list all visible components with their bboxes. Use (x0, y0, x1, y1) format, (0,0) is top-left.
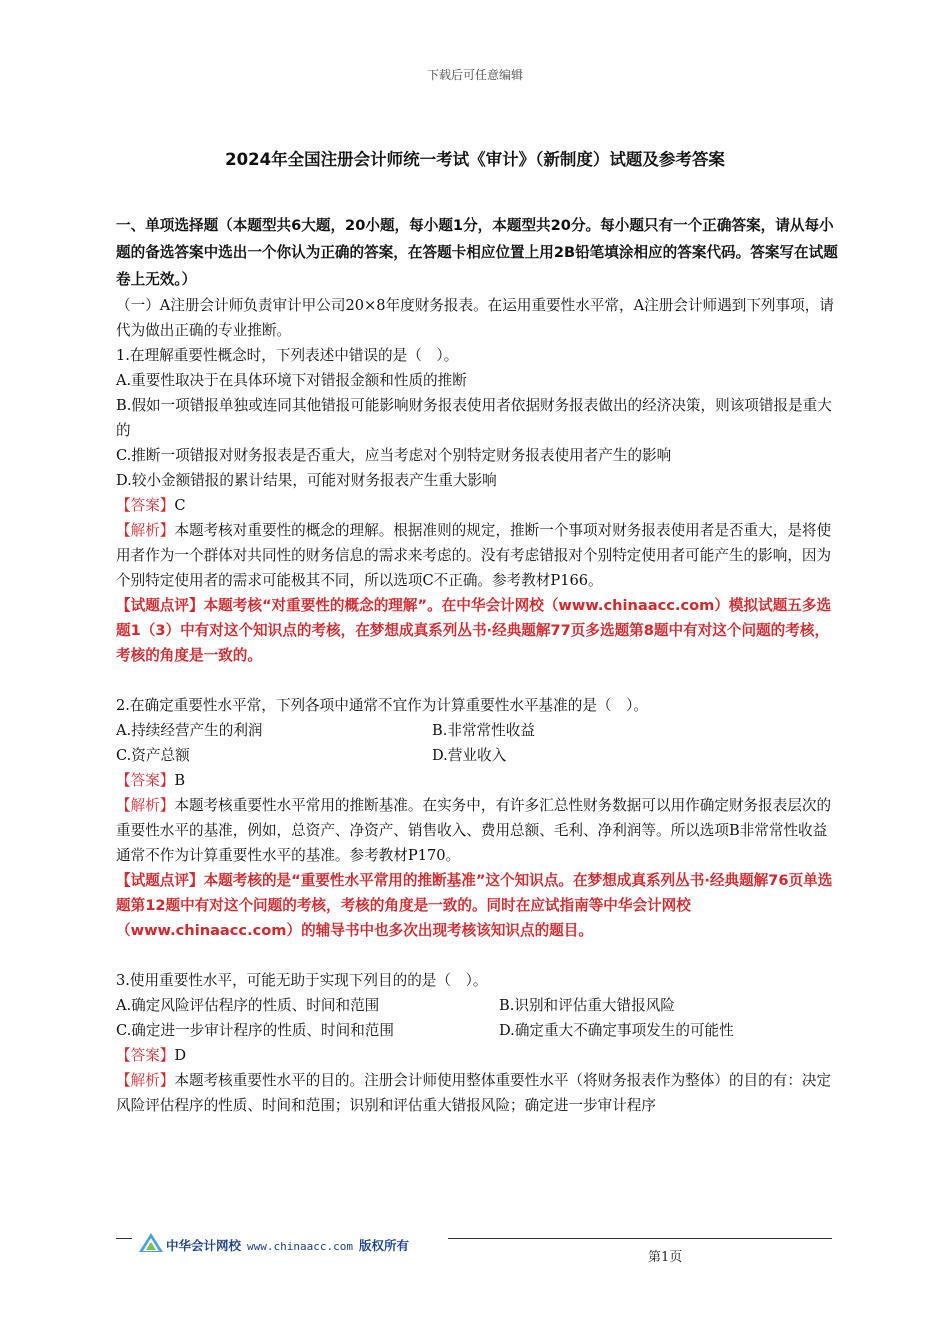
question-stem: 3.使用重要性水平，可能无助于实现下列目的的是（ ）。 (116, 972, 488, 989)
page-title: 2024年全国注册会计师统一考试《审计》（新制度）试题及参考答案 (225, 150, 725, 169)
answer-value: D (174, 1047, 187, 1064)
question-2 (116, 693, 838, 943)
footer-rule-right (448, 1238, 832, 1239)
option-d: D.确定重大不确定事项发生的可能性 (499, 1022, 734, 1039)
option-a: A.重要性取决于在具体环境下对错报金额和性质的推断 (116, 372, 467, 389)
answer-line (116, 493, 838, 518)
analysis-paragraph (116, 1068, 838, 1118)
brand-rights: 版权所有 (358, 1238, 409, 1253)
analysis-tag: 【解析】 (116, 522, 175, 539)
question-stem: 2.在确定重要性水平常，下列各项中通常不宜作为计算重要性水平基准的是（ ）。 (116, 697, 649, 714)
option-d: D.较小金额错报的累计结果，可能对财务报表产生重大影响 (116, 472, 497, 489)
answer-line (116, 768, 838, 793)
option-a: A.确定风险评估程序的性质、时间和范围 (116, 997, 380, 1014)
option-b: B.假如一项错报单独或连同其他错报可能影响财务报表使用者依据财务报表做出的经济决策，则该项错报是重大的 (116, 397, 832, 439)
option-row (116, 718, 838, 743)
option-c: C.资产总额 (116, 747, 190, 764)
option-a: A.持续经营产生的利润 (116, 722, 263, 739)
option-row (116, 993, 838, 1018)
footer-brand (166, 1236, 409, 1254)
option-row (116, 1018, 838, 1043)
option-c: C.确定进一步审计程序的性质、时间和范围 (116, 1022, 394, 1039)
option-b: B.识别和评估重大错报风险 (499, 997, 675, 1014)
comment-paragraph (116, 868, 838, 943)
section-heading: 一、单项选择题（本题型共6大题，20小题，每小题1分，本题型共20分。每小题只有一个正确答案，请从每小题的备选答案中选出一个你认为正确的答案，在答题卡相应位置上用2B铅笔填涂相应的答案代码。答案写在试题卷上无效。） (116, 217, 838, 288)
question-1 (116, 343, 838, 668)
intro-paragraph: （一）A注册会计师负责审计甲公司20×8年度财务报表。在运用重要性水平常，A注册会计师遇到下列事项，请代为做出正确的专业推断。 (116, 297, 834, 339)
comment-text: 本题考核“对重要性的概念的理解”。在中华会计网校（www.chinaacc.com）模拟试题五多选题1（3）中有对这个知识点的考核，在梦想成真系列丛书·经典题解77页多选题第8题中有对这个问题的考核，考核的角度是一致的。 (116, 597, 832, 664)
page-number: 第1页 (648, 1250, 683, 1265)
option-b: B.非常常性收益 (432, 722, 535, 739)
analysis-tag: 【解析】 (116, 797, 175, 814)
answer-tag: 【答案】 (116, 497, 175, 514)
header-note: 下载后可任意编辑 (426, 68, 523, 82)
option-d: D.营业收入 (432, 747, 507, 764)
option-row (116, 743, 838, 768)
analysis-text: 本题考核重要性水平的目的。注册会计师使用整体重要性水平（将财务报表作为整体）的目的有：决定风险评估程序的性质、时间和范围；识别和评估重大错报风险；确定进一步审计程序 (116, 1072, 832, 1114)
page-footer (116, 1232, 832, 1272)
question-3 (116, 968, 838, 1118)
brand-name: 中华会计网校 (166, 1238, 242, 1253)
analysis-paragraph (116, 793, 838, 868)
analysis-text: 本题考核重要性水平常用的推断基准。在实务中，有许多汇总性财务数据可以用作确定财务报表层次的重要性水平的基准，例如，总资产、净资产、销售收入、费用总额、毛利、净利润等。所以选项B非常常性收益通常不作为计算重要性水平的基准。参考教材P170。 (116, 797, 832, 864)
comment-paragraph (116, 593, 838, 668)
answer-value: C (174, 497, 186, 514)
answer-value: B (174, 772, 186, 789)
comment-tag: 【试题点评】 (116, 597, 204, 614)
analysis-tag: 【解析】 (116, 1072, 175, 1089)
question-stem: 1.在理解重要性概念时，下列表述中错误的是（ ）。 (116, 347, 459, 364)
analysis-text: 本题考核对重要性的概念的理解。根据准则的规定，推断一个事项对财务报表使用者是否重大，是将使用者作为一个群体对共同性的财务信息的需求来考虑的。没有考虑错报对个别特定使用者可能产生的影响，因为个别特定使用者的需求可能极其不同，所以选项C不正确。参考教材P166。 (116, 522, 832, 589)
comment-tag: 【试题点评】 (116, 872, 204, 889)
school-logo-icon (138, 1232, 164, 1254)
option-c: C.推断一项错报对财务报表是否重大，应当考虑对个别特定财务报表使用者产生的影响 (116, 447, 672, 464)
answer-line (116, 1043, 838, 1068)
brand-site: www.chinaacc.com (247, 1240, 353, 1253)
footer-rule-left (116, 1238, 132, 1239)
analysis-paragraph (116, 518, 838, 593)
answer-tag: 【答案】 (116, 1047, 175, 1064)
answer-tag: 【答案】 (116, 772, 175, 789)
document-body (116, 212, 838, 1143)
comment-text: 本题考核的是“重要性水平常用的推断基准”这个知识点。在梦想成真系列丛书·经典题解76页单选题第12题中有对这个问题的考核，考核的角度是一致的。同时在应试指南等中华会计网校（www.chinaacc.com）的辅导书中也多次出现考核该知识点的题目。 (116, 872, 833, 939)
